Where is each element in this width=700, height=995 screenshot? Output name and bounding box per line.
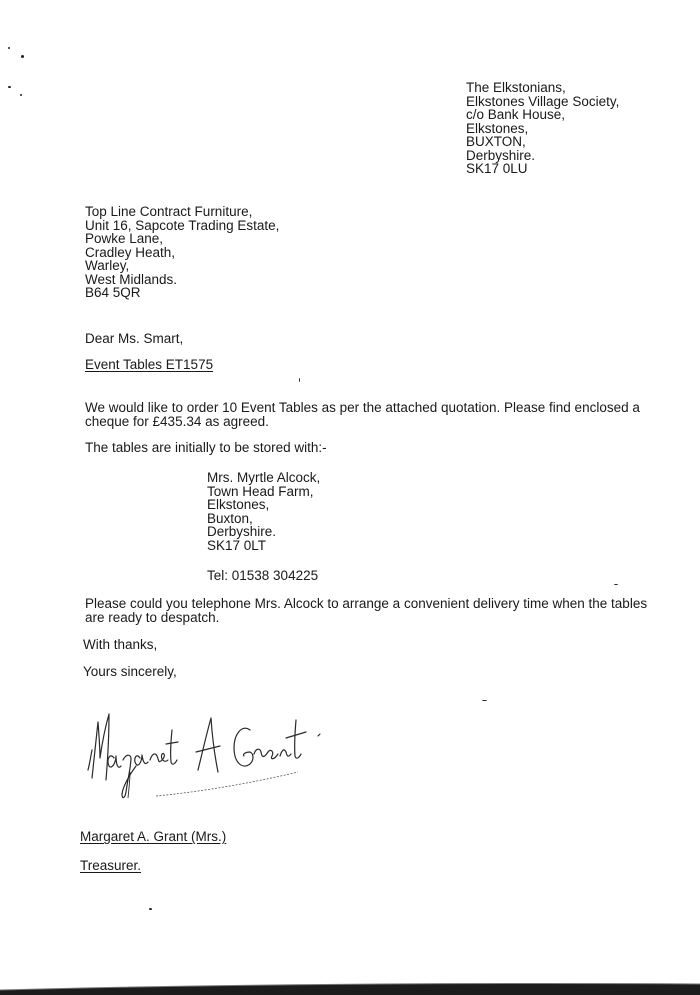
- address-line: Elkstones,: [207, 497, 270, 512]
- address-line: Powke Lane,: [85, 231, 164, 246]
- salutation: Dear Ms. Smart,: [85, 331, 184, 346]
- address-line: Unit 16, Sapcote Trading Estate,: [85, 217, 280, 233]
- address-line: c/o Bank House,: [466, 107, 566, 122]
- scan-speck: [20, 94, 22, 96]
- body-line: Please could you telephone Mrs. Alcock to arrange a convenient delivery time when the tables: [85, 596, 648, 611]
- scan-speck: [21, 55, 24, 58]
- scan-speck: [299, 378, 300, 382]
- scan-speck: [149, 908, 152, 910]
- address-line: Elkstones Village Society,: [466, 93, 620, 109]
- signatory-name: Margaret A. Grant (Mrs.): [80, 829, 227, 844]
- address-line: SK17 0LU: [466, 161, 528, 176]
- address-line: Top Line Contract Furniture,: [85, 204, 253, 219]
- address-line: BUXTON,: [466, 134, 526, 149]
- address-line: Warley,: [85, 258, 130, 273]
- address-line: Mrs. Myrtle Alcock,: [207, 470, 321, 485]
- address-line: The Elkstonians,: [466, 80, 566, 95]
- address-line: West Midlands.: [85, 271, 178, 287]
- body-paragraph-delivery: [85, 597, 647, 625]
- scan-speck: [8, 47, 10, 49]
- handwritten-signature: [78, 700, 348, 810]
- recipient-address: [85, 205, 279, 300]
- address-line: B64 5QR: [85, 285, 141, 300]
- sender-address: [466, 81, 619, 176]
- body-line: cheque for £435.34 as agreed.: [85, 414, 269, 429]
- storage-address: [207, 471, 320, 552]
- address-line: Buxton,: [207, 510, 253, 526]
- address-line: Town Head Farm,: [207, 483, 314, 499]
- address-line: Derbyshire.: [207, 524, 277, 539]
- subject-line: Event Tables ET1575: [85, 357, 214, 372]
- closing-sign-off: Yours sincerely,: [83, 664, 177, 679]
- scan-speck: [614, 584, 618, 585]
- closing-thanks: With thanks,: [83, 637, 158, 652]
- body-paragraph-order: [85, 401, 640, 429]
- body-line: We would like to order 10 Event Tables as per the attached quotation. Please find enclosed a: [85, 400, 640, 415]
- scan-bottom-edge: [0, 978, 700, 995]
- signatory-title: Treasurer.: [80, 858, 142, 873]
- body-paragraph-storage: The tables are initially to be stored with:-: [85, 440, 327, 455]
- address-line: SK17 0LT: [207, 537, 267, 553]
- telephone-number: Tel: 01538 304225: [207, 568, 319, 583]
- address-line: Cradley Heath,: [85, 244, 176, 260]
- body-line: are ready to despatch.: [85, 610, 220, 625]
- address-line: Derbyshire.: [466, 147, 536, 163]
- address-line: Elkstones,: [466, 120, 529, 136]
- scan-speck: [482, 700, 487, 701]
- scan-speck: [8, 86, 11, 88]
